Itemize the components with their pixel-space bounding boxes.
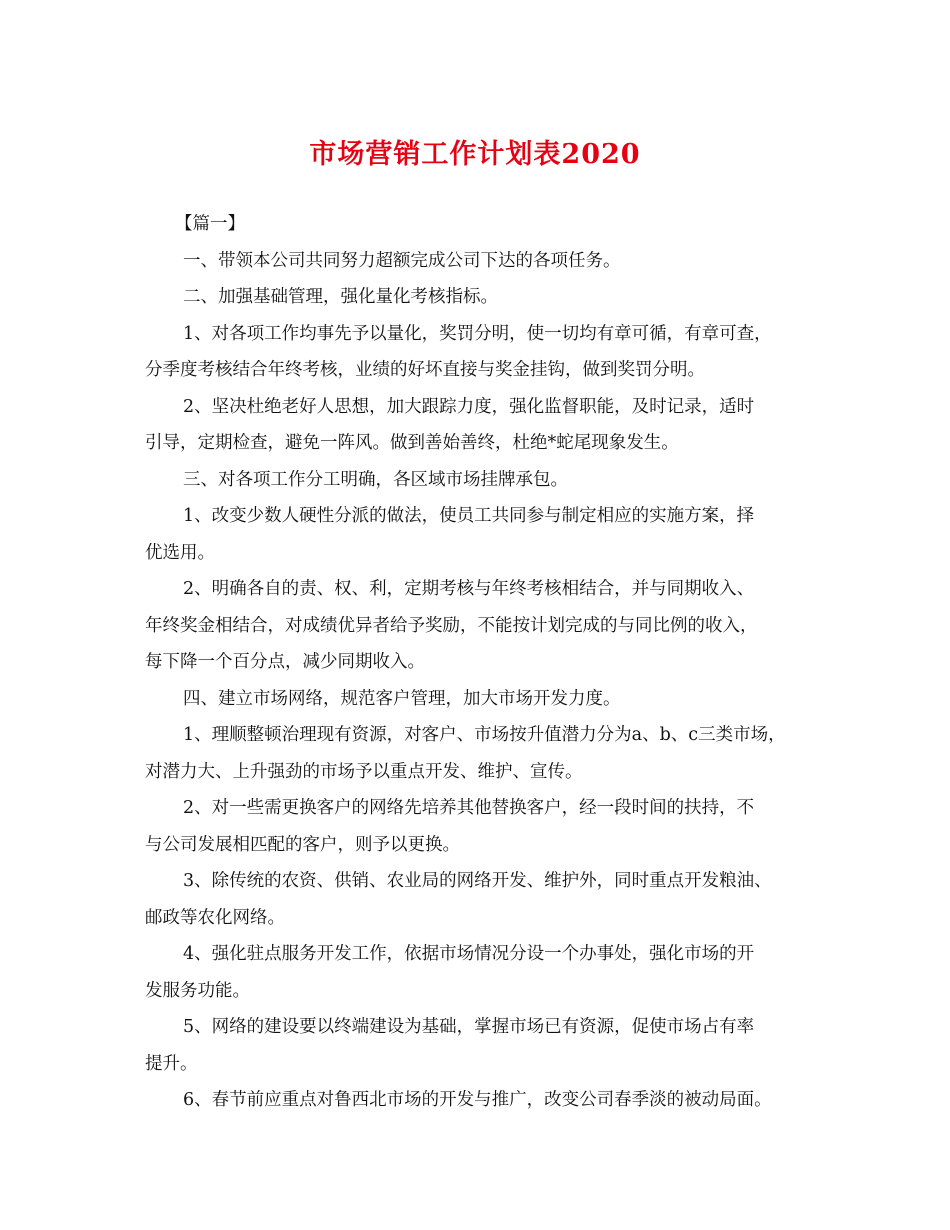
paragraph-line: 引导，定期检查，避免一阵风。做到善始善终，杜绝*蛇尾现象发生。: [145, 433, 679, 453]
paragraph-line: 三、对各项工作分工明确，各区域市场挂牌承包。: [183, 469, 568, 490]
paragraph-line: 邮政等农化网络。: [145, 907, 285, 928]
paragraph-line: 四、建立市场网络，规范客户管理，加大市场开发力度。: [183, 688, 621, 709]
paragraph-line: 一、带领本公司共同努力超额完成公司下达的各项任务。: [183, 250, 621, 271]
paragraph-line: 二、加强基础管理，强化量化考核指标。: [183, 287, 498, 307]
paragraph-line: 1、理顺整顿治理现有资源，对客户、市场按升值潜力分为a、b、c三类市场，: [183, 725, 786, 745]
document-title: 市场营销工作计划表2020: [309, 139, 641, 170]
paragraph-line: 优选用。: [145, 542, 215, 563]
section-label: 【篇一】: [175, 214, 245, 234]
paragraph-line: 与公司发展相匹配的客户，则予以更换。: [145, 834, 460, 855]
paragraph-line: 1、改变少数人硬性分派的做法，使员工共同参与制定相应的实施方案，择: [183, 506, 755, 526]
document-body: [145, 206, 815, 1119]
paragraph-line: 2、对一些需更换客户的网络先培养其他替换客户，经一段时间的扶持，不: [183, 798, 755, 818]
paragraph-line: 分季度考核结合年终考核，业绩的好坏直接与奖金挂钩，做到奖罚分明。: [145, 360, 705, 380]
paragraph-line: 2、明确各自的责、权、利，定期考核与年终考核相结合，并与同期收入、: [183, 579, 755, 599]
paragraph-line: 6、春节前应重点对鲁西北市场的开发与推广，改变公司春季淡的被动局面。: [183, 1090, 772, 1110]
paragraph-line: 每下降一个百分点，减少同期收入。: [145, 652, 425, 672]
paragraph-line: 发服务功能。: [145, 980, 250, 1001]
paragraph-line: 1、对各项工作均事先予以量化，奖罚分明，使一切均有章可循，有章可查，: [183, 323, 772, 344]
paragraph-line: 年终奖金相结合，对成绩优异者给予奖励，不能按计划完成的与同比例的收入，: [145, 615, 758, 636]
paragraph-line: 2、坚决杜绝老好人思想，加大跟踪力度，强化监督职能，及时记录，适时: [183, 396, 755, 417]
paragraph-line: 对潜力大、上升强劲的市场予以重点开发、维护、宣传。: [145, 761, 583, 782]
paragraph-line: 4、强化驻点服务开发工作，依据市场情况分设一个办事处，强化市场的开: [183, 944, 755, 964]
paragraph-line: 提升。: [145, 1053, 198, 1074]
paragraph-line: 3、除传统的农资、供销、农业局的网络开发、维护外，同时重点开发粮油、: [183, 871, 772, 891]
paragraph-line: 5、网络的建设要以终端建设为基础，掌握市场已有资源，促使市场占有率: [183, 1017, 755, 1037]
